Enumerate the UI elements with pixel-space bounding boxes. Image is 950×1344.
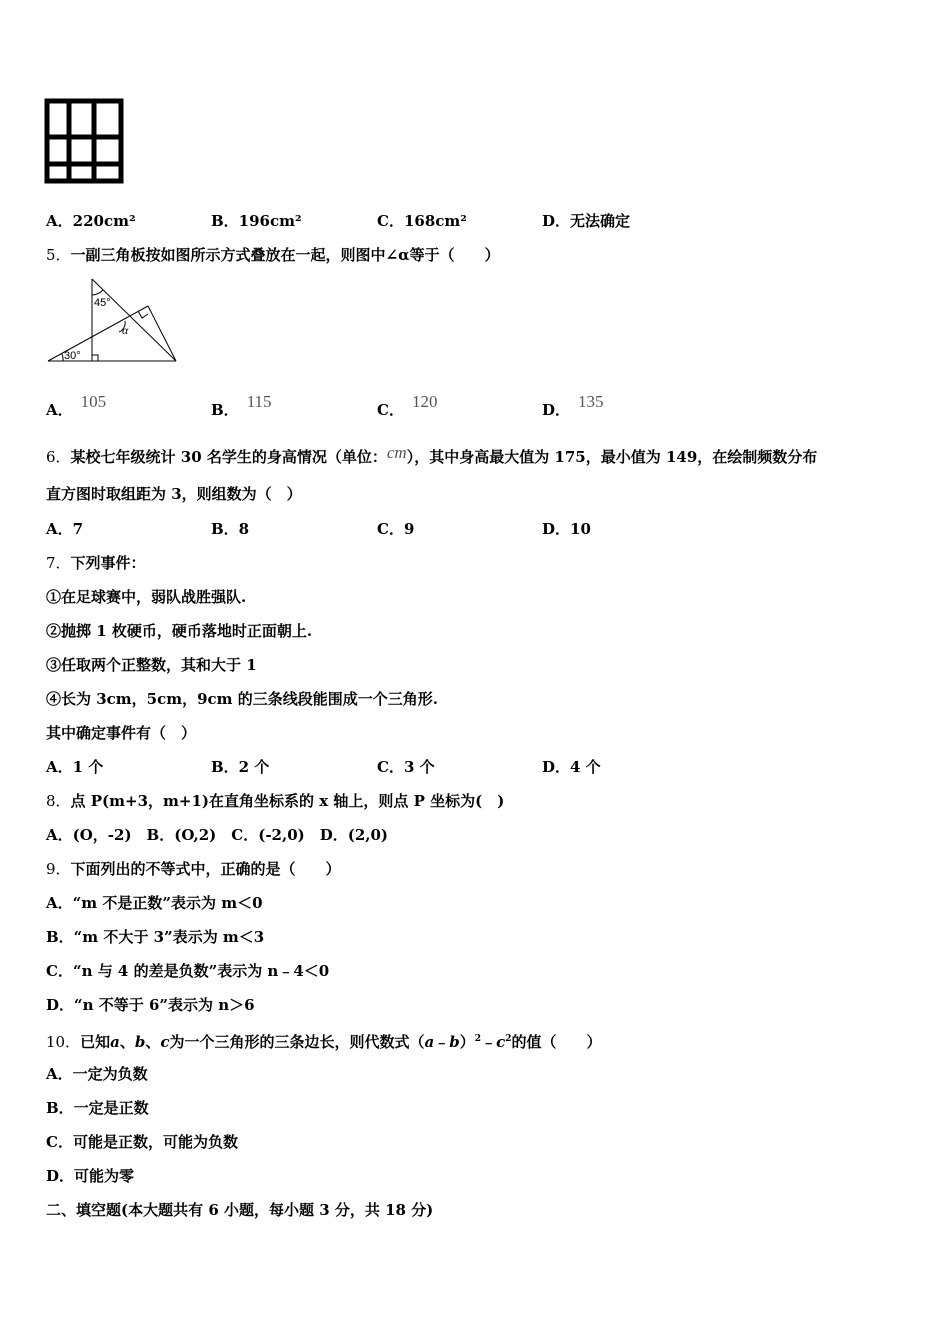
q10-minus2: ﹣ — [481, 1033, 497, 1051]
q5-option-a-value: 105 — [80, 392, 107, 411]
q6-stem-line2: 直方图时取组距为 3，则组数为（ ） — [46, 485, 302, 503]
q5-option-d-value: 135 — [578, 392, 604, 411]
square-grid-figure — [44, 98, 124, 184]
q9-option-c[interactable]: C．“n 与 4 的差是负数”表示为 n﹣4＜0 — [46, 962, 330, 980]
q7-item-4: ④长为 3cm，5cm，9cm 的三条线段能围成一个三角形. — [46, 690, 438, 708]
q6-option-d[interactable]: D．10 — [542, 520, 591, 538]
q10-sep2: 、 — [145, 1033, 161, 1051]
q6-option-b[interactable]: B．8 — [211, 520, 250, 538]
q5-text: 一副三角板按如图所示方式叠放在一起，则图中∠α等于（ ） — [70, 246, 500, 264]
triangle-ruler-figure — [46, 277, 178, 365]
q10-square-2: 2 — [505, 1034, 512, 1044]
q5-option-c[interactable] — [377, 392, 438, 420]
q10-option-d[interactable]: D．可能为零 — [46, 1167, 135, 1185]
q6-text-a: 某校七年级统计 30 名学生的身高情况（单位： — [70, 448, 387, 466]
q9-option-d[interactable]: D．“n 不等于 6”表示为 n＞6 — [46, 996, 255, 1014]
q7-item-3: ③任取两个正整数，其和大于 1 — [46, 656, 257, 674]
q10-expr-b: b — [449, 1033, 460, 1051]
q6-stem-line1 — [46, 443, 818, 467]
q8-stem — [46, 791, 504, 811]
q5-number: 5． — [46, 246, 71, 264]
fig-label-30: 30° — [64, 350, 81, 362]
q5-option-b-value: 115 — [246, 392, 272, 411]
q10-square: 2 — [474, 1034, 482, 1044]
q5-option-d-letter: D． — [542, 401, 571, 419]
q7-option-d[interactable]: D．4 个 — [542, 758, 601, 776]
q6-number: 6． — [46, 448, 71, 466]
q9-number: 9． — [46, 860, 71, 878]
q10-var-a: a — [110, 1033, 120, 1051]
q5-option-a-letter: A． — [46, 401, 73, 419]
fig-label-alpha: α — [122, 323, 129, 337]
q6-option-c[interactable]: C．9 — [377, 520, 415, 538]
q7-item-1: ①在足球赛中，弱队战胜强队. — [46, 588, 247, 606]
q5-option-b[interactable] — [211, 392, 272, 420]
q8-options[interactable]: A．(O，-2) B．(O,2) C．(-2,0) D．(2,0) — [46, 826, 389, 844]
q10-expr-c: c — [496, 1033, 506, 1051]
q4-option-d[interactable]: D．无法确定 — [542, 212, 631, 230]
q10-number: 10． — [46, 1033, 81, 1051]
q7-option-b[interactable]: B．2 个 — [211, 758, 270, 776]
q6-option-a[interactable]: A．7 — [46, 520, 84, 538]
q9-option-a[interactable]: A．“m 不是正数”表示为 m＜0 — [46, 894, 263, 912]
q10-option-a[interactable]: A．一定为负数 — [46, 1065, 148, 1083]
section-2-heading: 二、填空题(本大题共有 6 小题，每小题 3 分，共 18 分) — [46, 1201, 434, 1219]
q5-stem — [46, 245, 500, 265]
fig-label-45: 45° — [94, 297, 111, 309]
q9-stem — [46, 859, 341, 879]
q7-option-a[interactable]: A．1 个 — [46, 758, 104, 776]
q6-text-b: ），其中身高最大值为 175，最小值为 149，在绘制频数分布 — [406, 448, 818, 466]
q10-text-c: ） — [459, 1033, 475, 1051]
q4-option-b[interactable]: B．196cm² — [211, 212, 302, 230]
q5-option-d[interactable] — [542, 392, 604, 420]
q9-option-b[interactable]: B．“m 不大于 3”表示为 m＜3 — [46, 928, 265, 946]
q4-option-a[interactable]: A．220cm² — [46, 212, 136, 230]
q7-option-c[interactable]: C．3 个 — [377, 758, 435, 776]
q7-question: 其中确定事件有（ ） — [46, 724, 197, 742]
q5-option-b-letter: B． — [211, 401, 239, 419]
q6-unit: cm — [386, 443, 407, 462]
q9-text: 下面列出的不等式中，正确的是（ ） — [70, 860, 341, 878]
q8-text: 点 P(m+3，m+1)在直角坐标系的 x 轴上，则点 P 坐标为( ) — [70, 792, 505, 810]
q7-number: 7． — [46, 554, 71, 572]
q7-stem — [46, 553, 146, 573]
q7-item-2: ②抛掷 1 枚硬币，硬币落地时正面朝上. — [46, 622, 313, 640]
q4-option-c[interactable]: C．168cm² — [377, 212, 467, 230]
q7-text: 下列事件： — [70, 554, 146, 572]
q10-var-c: c — [160, 1033, 170, 1051]
q10-minus1: ﹣ — [434, 1033, 450, 1051]
q10-option-b[interactable]: B．一定是正数 — [46, 1099, 149, 1117]
q10-text-d: 的值（ ） — [511, 1033, 602, 1051]
q5-option-a[interactable] — [46, 392, 107, 420]
q10-option-c[interactable]: C．可能是正数，可能为负数 — [46, 1133, 238, 1151]
q10-expr-a: a — [424, 1033, 435, 1051]
q10-stem — [46, 1029, 602, 1052]
q10-text-a: 已知 — [80, 1033, 111, 1051]
q5-option-c-letter: C． — [377, 401, 404, 419]
q10-sep1: 、 — [119, 1033, 135, 1051]
q10-var-b: b — [134, 1033, 146, 1051]
q10-text-b: 为一个三角形的三条边长，则代数式（ — [169, 1033, 425, 1051]
q5-option-c-value: 120 — [411, 392, 438, 411]
q8-number: 8． — [46, 792, 71, 810]
